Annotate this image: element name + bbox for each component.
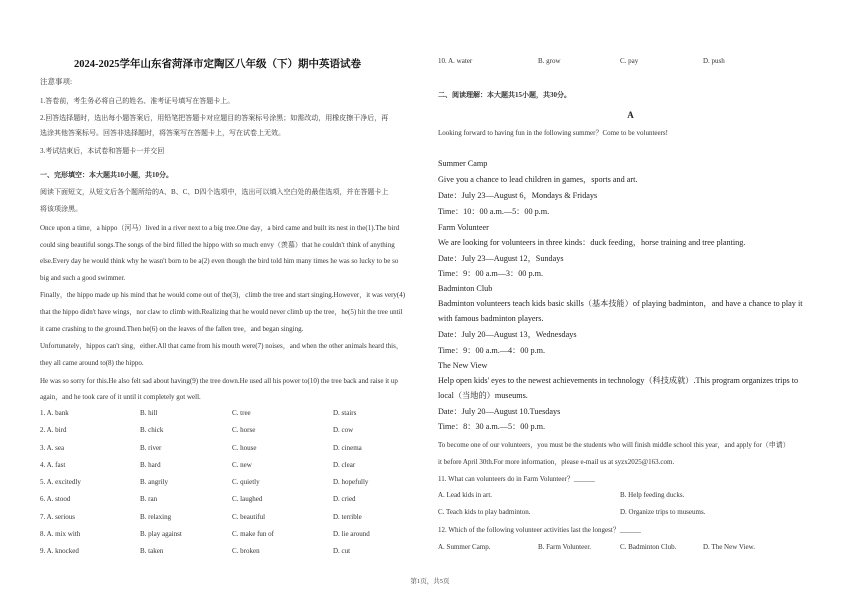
option-a[interactable]: A. Lead kids in art. [438, 491, 493, 499]
option-d[interactable]: D. lie around [333, 530, 370, 538]
camp-name: Badminton Club [438, 284, 493, 293]
option-a[interactable]: A. Summer Camp. [438, 543, 491, 551]
note-line: 2.回答选择题时，选出每小题答案后，用铅笔把答题卡对应题目的答案标号涂黑；如需改动，用橡皮擦干净后，再 [40, 114, 389, 122]
option-d[interactable]: D. cried [333, 495, 356, 503]
section1-heading: 一、完形填空：本大题共10小题，共10分。 [40, 171, 173, 179]
option-c[interactable]: C. broken [232, 547, 260, 555]
passage-line: else.Every day he would think why he wasn't born to be a(2) even though the bird told him many times he was so lucky to be so [40, 257, 399, 265]
option-c[interactable]: C. Teach kids to play badminton. [438, 508, 531, 516]
option-a[interactable]: 3. A. sea [40, 444, 65, 452]
option-a[interactable]: 9. A. knocked [40, 547, 79, 555]
option-c[interactable]: C. make fun of [232, 530, 274, 538]
page-footer: 第1页，共5页 [410, 578, 450, 585]
option-d[interactable]: D. terrible [333, 513, 362, 521]
option-a[interactable]: 7. A. serious [40, 513, 75, 521]
notes-heading: 注意事项: [40, 77, 73, 86]
passage-line: big and such a good swimmer. [40, 274, 126, 282]
option-a[interactable]: 6. A. stood [40, 495, 71, 503]
passage-line: Unfortunately，hippos can't sing，either.All that came from his mouth were(7) noises，and when the other animals heard this， [40, 342, 403, 350]
option-b[interactable]: B. taken [140, 547, 164, 555]
passage-line: it came crashing to the ground.Then he(6) on the leaves of the fallen tree，and began singing. [40, 325, 304, 333]
passage-line: He was so sorry for this.He also felt sad about having(9) the tree down.He used all his power to(10) the tree back and raise it up [40, 377, 398, 385]
camp-time: Time：10：00 a.m.—5：00 p.m. [438, 207, 550, 216]
option-c[interactable]: C. Badminton Club. [620, 543, 677, 551]
passage-line: Once upon a time，a hippo（河马）lived in a river next to a big tree.One day，a bird came and built its nest in the(1).The bird [40, 224, 400, 232]
camp-date: Date：July 20—August 13，Wednesdays [438, 330, 577, 339]
option-c[interactable]: C. quietly [232, 478, 260, 486]
option-b[interactable]: B. Help feeding ducks. [620, 491, 685, 499]
option-d[interactable]: D. clear [333, 461, 356, 469]
camp-date: Date：July 23—August 6，Mondays & Fridays [438, 191, 598, 200]
camp-desc: Badminton volunteers teach kids basic skills（基本技能）of playing badminton，and have a chance to play it [438, 299, 803, 308]
option-c[interactable]: C. tree [232, 409, 251, 417]
camp-date: Date：July 23—August 12，Sundays [438, 254, 564, 263]
option-a[interactable]: 10. A. water [438, 57, 473, 65]
option-d[interactable]: D. cut [333, 547, 351, 555]
camp-desc: Give you a chance to lead children in games，sports and art. [438, 175, 638, 184]
page-title: 2024-2025学年山东省菏泽市定陶区八年级（下）期中英语试卷 [74, 59, 361, 70]
closing-line: To become one of our volunteers，you must be the students who will finish middle school this year，and apply for（申请） [438, 441, 790, 449]
option-d[interactable]: D. cow [333, 426, 354, 434]
passage-line: again，and he took care of it until it completely got well. [40, 393, 201, 401]
option-d[interactable]: D. Organize trips to museums. [620, 508, 706, 516]
camp-date: Date：July 20—August 10.Tuesdays [438, 407, 561, 416]
option-b[interactable]: B. chick [140, 426, 164, 434]
option-c[interactable]: C. house [232, 444, 257, 452]
section1-instructions: 阅读下面短文，从短文后各个题所给的A、B、C、D四个选项中，选出可以填入空白处的最佳选项，并在答题卡上 [40, 188, 389, 196]
option-c[interactable]: C. new [232, 461, 252, 469]
option-b[interactable]: B. angrily [140, 478, 168, 486]
option-c[interactable]: C. laughed [232, 495, 263, 503]
passage-line: they all came around to(8) the hippo. [40, 359, 144, 367]
option-c[interactable]: C. horse [232, 426, 256, 434]
option-b[interactable]: B. Farm Volunteer. [538, 543, 592, 551]
camp-time: Time：9：00 a.m.—4：00 p.m. [438, 346, 546, 355]
camp-time: Time：8：30 a.m.—5：00 p.m. [438, 422, 546, 431]
camp-name: Farm Volunteer [438, 223, 489, 232]
note-line: 选涂其他答案标号。回答非选择题时，将答案写在答题卡上，写在试卷上无效。 [40, 129, 285, 137]
camp-desc: with famous badminton players. [438, 314, 544, 323]
option-d[interactable]: D. cinema [333, 444, 362, 452]
option-c[interactable]: C. beautiful [232, 513, 266, 521]
camp-time: Time：9：00 a.m—3：00 p.m. [438, 269, 544, 278]
camp-name: The New View [438, 361, 488, 370]
option-d[interactable]: D. The New View. [703, 543, 755, 551]
option-b[interactable]: B. play against [140, 530, 182, 538]
option-a[interactable]: 4. A. fast [40, 461, 66, 469]
note-line: 3.考试结束后，本试卷和答题卡一并交回 [40, 147, 165, 155]
passage-line: that the hippo didn't have wings，nor claw to climb with.Realizing that he would never climb up the tree，he(5) hit the tree until [40, 308, 403, 316]
passage-line: Finally，the hippo made up his mind that he would come out of the(3)，climb the tree and start singing.However，it was very(4) [40, 291, 406, 299]
option-d[interactable]: D. stairs [333, 409, 357, 417]
camp-desc: We are looking for volunteers in three kinds：duck feeding，horse training and tree planting. [438, 238, 746, 247]
reading-intro: Looking forward to having fun in the following summer？Come to be volunteers! [438, 129, 668, 137]
option-b[interactable]: B. relaxing [140, 513, 172, 521]
camp-desc: local（当地的）museums. [438, 391, 528, 400]
closing-line: it before April 30th.For more information，please e-mail us at syzx2025@163.com. [438, 458, 675, 466]
option-a[interactable]: 8. A. mix with [40, 530, 81, 538]
question-11: 11. What can volunteers do in Farm Volunteer？______ [438, 475, 595, 483]
option-b[interactable]: B. hard [140, 461, 161, 469]
option-d[interactable]: D. push [703, 57, 725, 65]
option-a[interactable]: 2. A. bird [40, 426, 67, 434]
option-d[interactable]: D. hopefully [333, 478, 369, 486]
camp-desc: Help open kids' eyes to the newest achievements in technology（科技成就）.This program organizes trips to [438, 376, 799, 385]
option-a[interactable]: 1. A. bank [40, 409, 69, 417]
note-line: 1.答卷前，考生务必将自己的姓名、准考证号填写在答题卡上。 [40, 97, 235, 105]
option-b[interactable]: B. ran [140, 495, 158, 503]
option-a[interactable]: 5. A. excitedly [40, 478, 81, 486]
option-b[interactable]: B. river [140, 444, 162, 452]
passage-line: could sing beautiful songs.The songs of the bird filled the hippo with so much envy（羡慕）that he couldn't think of anything [40, 241, 395, 249]
option-c[interactable]: C. pay [620, 57, 639, 65]
section1-instructions: 将该项涂黑。 [40, 205, 82, 213]
section2-heading: 二、阅读理解：本大题共15小题，共30分。 [438, 91, 571, 99]
option-b[interactable]: B. grow [538, 57, 561, 65]
question-12: 12. Which of the following volunteer activities last the longest？______ [438, 526, 641, 534]
camp-name: Summer Camp [438, 159, 488, 168]
option-b[interactable]: B. hill [140, 409, 158, 417]
part-label: A [627, 110, 634, 120]
